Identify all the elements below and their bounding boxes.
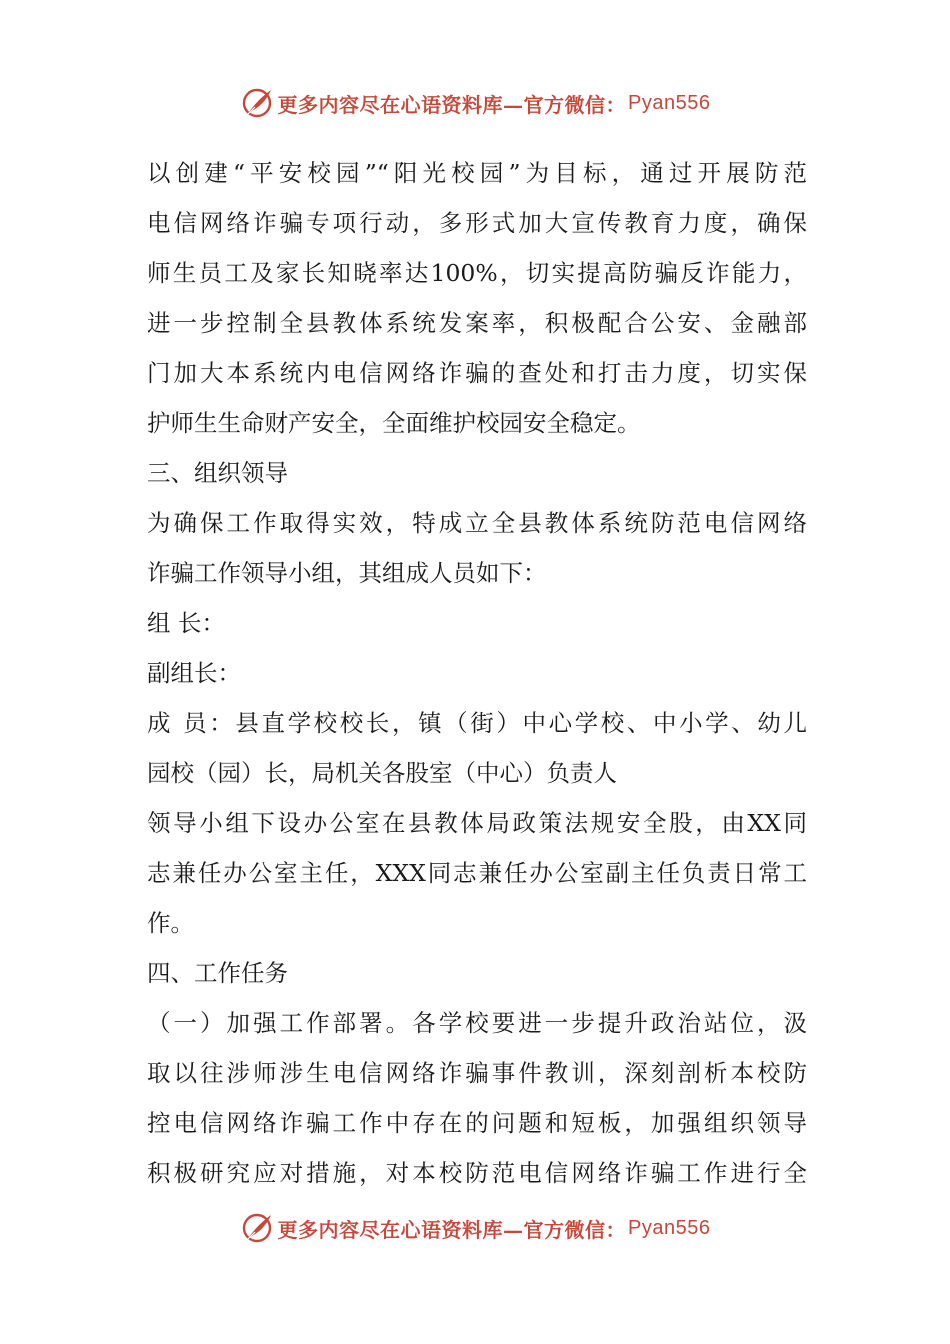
feather-pen-logo-icon	[240, 86, 274, 120]
paragraph-line: 门加大本系统内电信网络诈骗的查处和打击力度，切实保	[147, 359, 807, 387]
paragraph-line: 以创建“平安校园”“阳光校园”为目标，通过开展防范	[147, 159, 807, 187]
watermark-wechat-id: Pyan556	[628, 1216, 711, 1239]
footer-watermark	[0, 1211, 950, 1245]
watermark-wechat-id: Pyan556	[628, 91, 711, 114]
paragraph-line: 为确保工作取得实效，特成立全县教体系统防范电信网络	[147, 509, 807, 537]
paragraph-line: 护师生生命财产安全，全面维护校园安全稳定。	[147, 409, 641, 437]
paragraph-line: 领导小组下设办公室在县教体局政策法规安全股，由XX同	[147, 809, 807, 837]
paragraph-line: 副组长：	[147, 659, 241, 687]
paragraph-line: 组 长：	[147, 609, 225, 637]
paragraph-line: 取以往涉师涉生电信网络诈骗事件教训，深刻剖析本校防	[147, 1059, 807, 1087]
paragraph-line: 电信网络诈骗专项行动，多形式加大宣传教育力度，确保	[147, 209, 807, 237]
feather-pen-logo-icon	[240, 1211, 274, 1245]
header-watermark	[0, 86, 950, 120]
section-heading: 四、工作任务	[147, 959, 288, 987]
paragraph-line: 师生员工及家长知晓率达100%，切实提高防骗反诈能力，	[147, 259, 807, 287]
paragraph-line: （一）加强工作部署。各学校要进一步提升政治站位，汲	[147, 1009, 807, 1037]
paragraph-line: 成 员：县直学校校长，镇（街）中心学校、中小学、幼儿	[147, 709, 807, 737]
watermark-text: 更多内容尽在心语资料库—官方微信：	[277, 92, 627, 117]
section-heading: 三、组织领导	[147, 459, 288, 487]
paragraph-line: 积极研究应对措施，对本校防范电信网络诈骗工作进行全	[147, 1159, 807, 1187]
document-body	[147, 148, 807, 1198]
paragraph-line: 作。	[147, 909, 194, 937]
paragraph-line: 诈骗工作领导小组，其组成人员如下：	[147, 559, 547, 587]
paragraph-line: 志兼任办公室主任，XXX同志兼任办公室副主任负责日常工	[147, 859, 807, 887]
paragraph-line: 控电信网络诈骗工作中存在的问题和短板，加强组织领导	[147, 1109, 807, 1137]
watermark-text: 更多内容尽在心语资料库—官方微信：	[277, 1217, 627, 1242]
paragraph-line: 园校（园）长，局机关各股室（中心）负责人	[147, 759, 617, 787]
paragraph-line: 进一步控制全县教体系统发案率，积极配合公安、金融部	[147, 309, 807, 337]
